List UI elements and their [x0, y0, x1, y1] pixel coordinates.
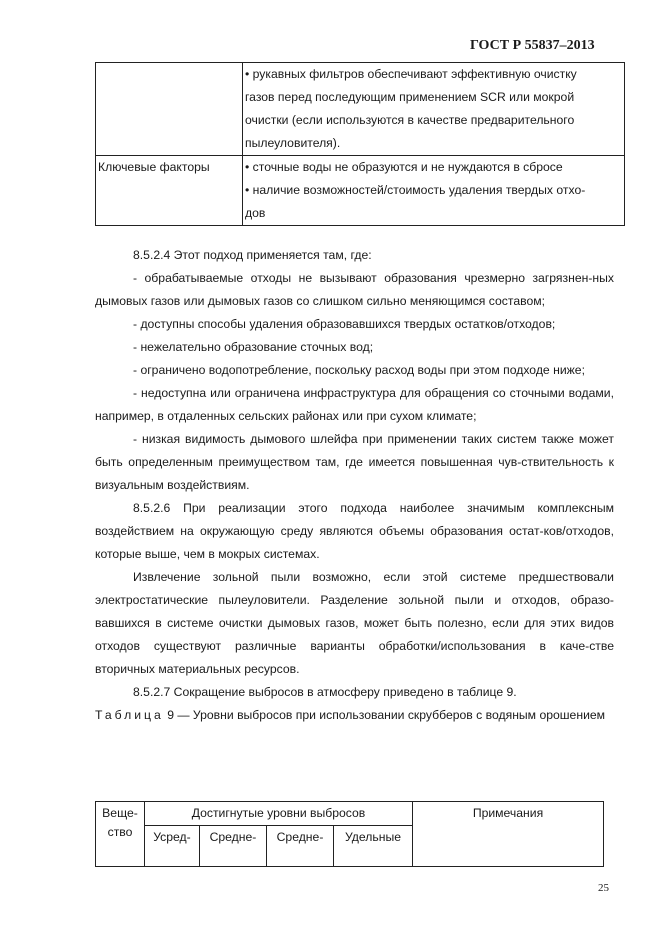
technology-factors-table: [95, 62, 625, 226]
paragraph: 8.5.2.6 При реализации этого подхода наиболее значимым комплексным воздействием на окружающую среду являются объемы образования остат-ков/отходов, которые выше, чем в мокрых системах.: [95, 501, 614, 561]
paragraph: - обрабатываемые отходы не вызывают образования чрезмерно загрязнен-ных дымовых газов или дымовых газов со слишком сильно меняющимся составом;: [95, 271, 614, 308]
levels-header: Достигнутые уровни выбросов: [145, 802, 413, 826]
page-number: 25: [598, 882, 609, 894]
average-header: Средне-: [267, 826, 334, 867]
table-caption-text: 9 — Уровни выбросов при использовании скрубберов с водяным орошением: [167, 708, 606, 722]
average-header: Средне-: [199, 826, 266, 867]
table-cell-description: [243, 63, 625, 156]
specific-header: Удельные: [334, 826, 413, 867]
table-cell-label: Ключевые факторы: [96, 156, 243, 226]
table-row: [96, 63, 625, 156]
emissions-table: [95, 801, 604, 867]
table-cell-description: [243, 156, 625, 226]
paragraph: 8.5.2.4 Этот подход применяется там, где:: [133, 248, 372, 262]
cell-text-line: • рукавных фильтров обеспечивают эффективную очистку: [245, 67, 577, 81]
document-standard-number: ГОСТ Р 55837–2013: [470, 38, 595, 53]
cell-text-line: газов перед последующим применением SCR или мокрой: [245, 90, 575, 104]
cell-text-line: пылеуловителя).: [245, 136, 341, 150]
table-caption-label: Таблица: [95, 708, 164, 722]
paragraph: - доступны способы удаления образовавшихся твердых остатков/отходов;: [133, 317, 556, 331]
document-body: [95, 244, 614, 727]
substance-header-line: ство: [107, 825, 133, 839]
table-header-row: [96, 802, 604, 826]
table-cell-label: [96, 63, 243, 156]
substance-header-line: Веще-: [102, 806, 138, 820]
averaged-header: Усред-: [145, 826, 200, 867]
cell-text-line: • наличие возможностей/стоимость удаления твердых отхо-: [245, 183, 586, 197]
notes-header: Примечания: [413, 802, 604, 867]
paragraph: - ограничено водопотребление, поскольку расход воды при этом подходе ниже;: [133, 363, 585, 377]
cell-text-line: очистки (если используются в качестве предварительного: [245, 113, 575, 127]
paragraph: - недоступна или ограничена инфраструктура для обращения со сточными водами, например, в отдаленных сельских районах или при сухом климате;: [95, 386, 614, 423]
paragraph: 8.5.2.7 Сокращение выбросов в атмосферу приведено в таблице 9.: [133, 685, 517, 699]
paragraph: - низкая видимость дымового шлейфа при применении таких систем также может быть определенным преимуществом там, где имеется повышенная чув-ствительность к визуальным воздействиям.: [95, 432, 614, 492]
substance-header: [96, 802, 145, 867]
paragraph: Извлечение зольной пыли возможно, если этой системе предшествовали электростатические пылеуловители. Разделение зольной пыли и отходов, образо-вавшихся в системе очистки дымовых газов, может быть полезно, если для этих видов отходов существуют различные варианты обработки/использования в каче-стве вторичных материальных ресурсов.: [95, 570, 614, 676]
table-caption: [95, 704, 614, 727]
table-row: [96, 156, 625, 226]
cell-text-line: • сточные воды не образуются и не нуждаются в сбросе: [245, 160, 563, 174]
paragraph: - нежелательно образование сточных вод;: [133, 340, 374, 354]
cell-text-line: дов: [245, 206, 266, 220]
